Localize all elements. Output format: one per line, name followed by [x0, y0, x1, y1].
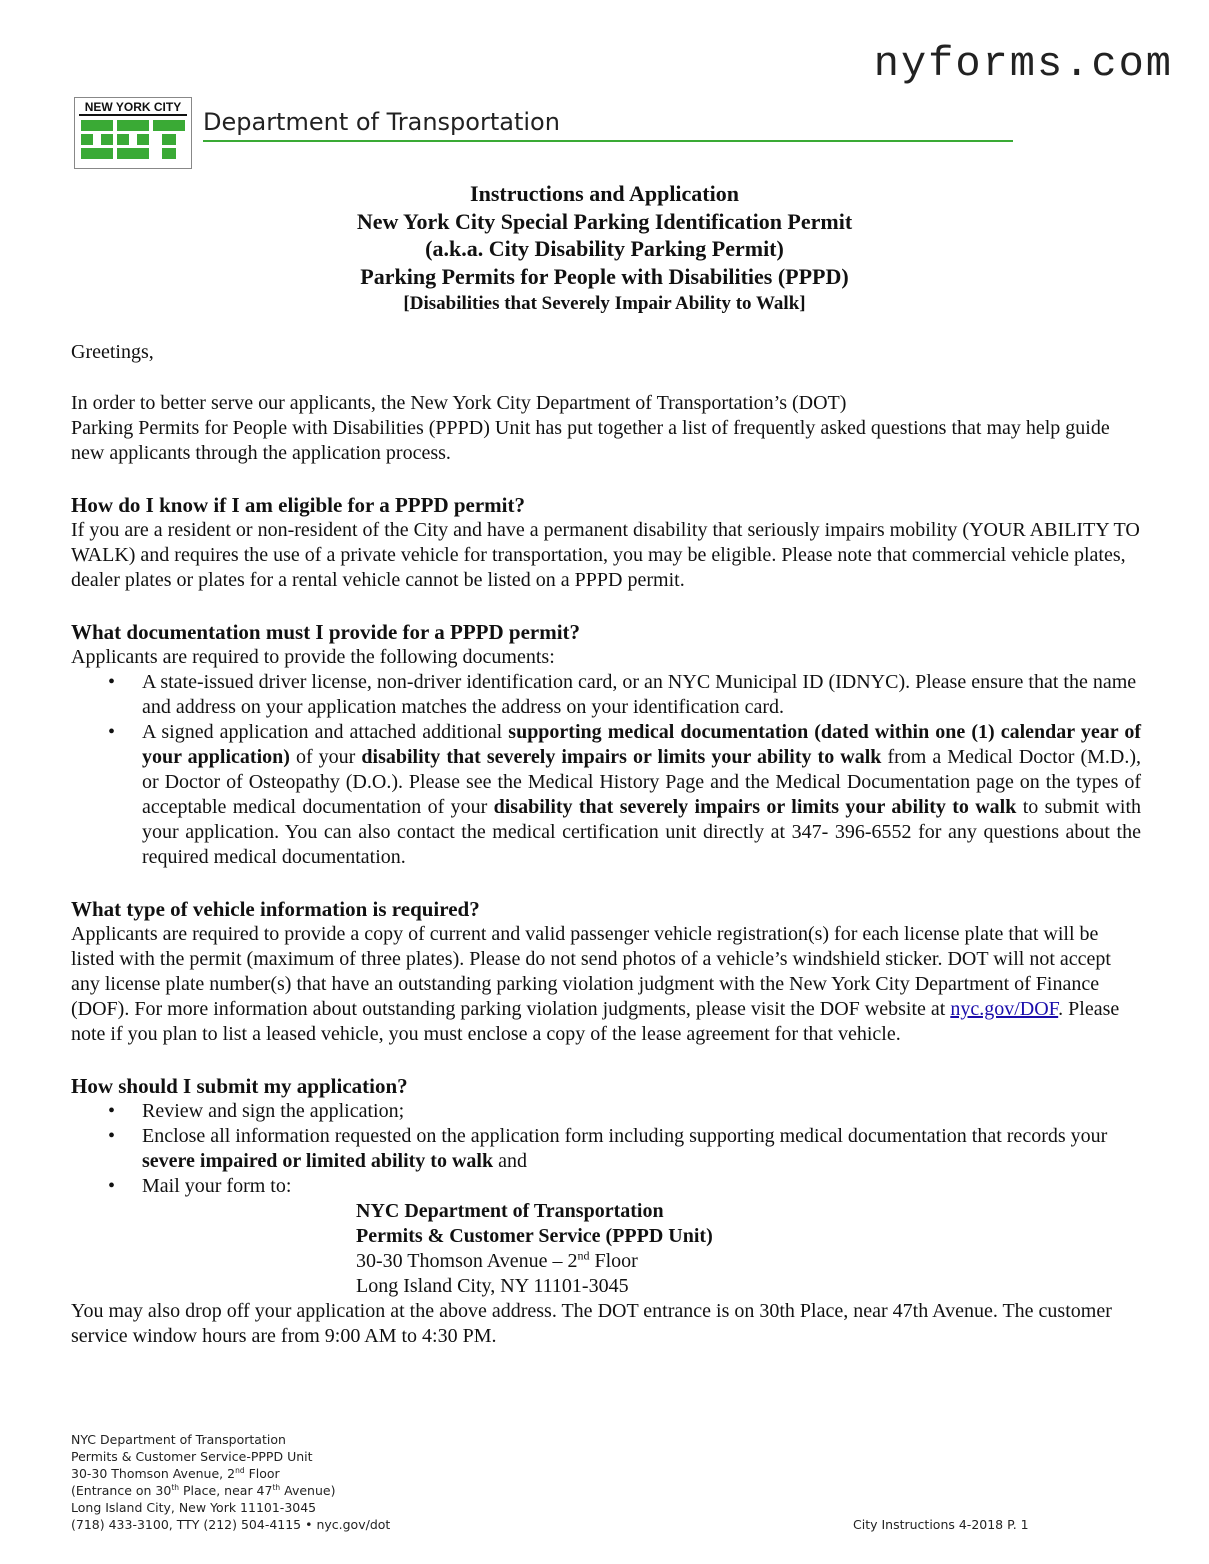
watermark: nyforms.com — [873, 40, 1173, 88]
document-body — [71, 340, 1141, 1349]
documentation-list — [71, 670, 1141, 870]
title-line-2: New York City Special Parking Identification Permit — [356, 208, 853, 234]
list-item: • Enclose all information requested on the application form including supporting medical documentation that records your severe impaired or limited ability to walk and — [142, 1124, 1141, 1174]
dot-logo-icon — [79, 118, 187, 162]
submit-heading: How should I submit my application? — [71, 1074, 408, 1098]
footer-address: NYC Department of Transportation Permits & Customer Service-PPPD Unit 30-30 Thomson Avenue, 2nd Floor (Entrance on 30th Place, near 47th Avenue) Long Island City, New York 11101-3045 (718) 433-3100, TTY (212) 504-4115 • nyc.gov/dot — [71, 1432, 391, 1532]
submit-list — [71, 1099, 1141, 1199]
greeting: Greetings, — [71, 341, 154, 363]
header-rule — [203, 140, 1013, 142]
dropoff-info: You may also drop off your application at the above address. The DOT entrance is on 30th Place, near 47th Avenue. The customer service window hours are from 9:00 AM to 4:30 PM. — [71, 1300, 1112, 1347]
mailing-address: NYC Department of Transportation Permits & Customer Service (PPPD Unit) 30-30 Thomson Avenue – 2nd Floor Long Island City, NY 11101-3045 — [356, 1200, 713, 1297]
documentation-heading: What documentation must I provide for a PPPD permit? — [71, 620, 581, 644]
dof-link[interactable]: nyc.gov/DOF — [950, 998, 1059, 1020]
list-item: • A signed application and attached additional supporting medical documentation (dated within one (1) calendar year of your application) of your disability that severely impairs or limits your ability to walk from a Medical Doctor (M.D.), or Doctor of Osteopathy (D.O.). Please see the Medical History Page and the Medical Documentation page on the types of acceptable medical documentation of your disability that severely impairs or limits your ability to walk to submit with your application. You can also contact the medical certification unit directly at 347- 396-6552 for any questions about the required medical documentation. — [142, 720, 1141, 870]
logo-text: NEW YORK CITY — [79, 100, 187, 116]
eligibility-body: If you are a resident or non-resident of the City and have a permanent disability that seriously impairs mobility (YOUR ABILITY TO WALK) and requires the use of a private vehicle for transportation, you may be eligible. Please note that commercial vehicle plates, dealer plates or plates for a rental vehicle cannot be listed on a PPPD permit. — [71, 519, 1140, 591]
department-name: Department of Transportation — [203, 108, 560, 136]
nyc-dot-logo — [74, 97, 192, 169]
title-line-3: (a.k.a. City Disability Parking Permit) — [425, 236, 784, 261]
title-line-4: Parking Permits for People with Disabilities (PPPD) — [360, 263, 849, 289]
list-item: • Review and sign the application; — [142, 1099, 1141, 1124]
title-line-5: [Disabilities that Severely Impair Ability to Walk] — [403, 293, 806, 314]
intro-line-2: Parking Permits for People with Disabilities (PPPD) Unit has put together a list of frequently asked questions that may help guide new applicants through the application process. — [71, 417, 1110, 464]
documentation-intro: Applicants are required to provide the following documents: — [71, 646, 555, 668]
document-title — [0, 180, 1209, 318]
vehicle-heading: What type of vehicle information is required? — [71, 897, 480, 921]
list-item: • Mail your form to: — [142, 1174, 1141, 1199]
eligibility-heading: How do I know if I am eligible for a PPPD permit? — [71, 493, 526, 517]
page-label: City Instructions 4-2018 P. 1 — [853, 1517, 1029, 1532]
list-item: • A state-issued driver license, non-driver identification card, or an NYC Municipal ID (IDNYC). Please ensure that the name and address on your application matches the address on your identification card. — [142, 670, 1141, 720]
intro-line-1: In order to better serve our applicants, the New York City Department of Transportation’s (DOT) — [71, 392, 847, 414]
vehicle-body: Applicants are required to provide a copy of current and valid passenger vehicle registration(s) for each license plate that will be listed with the permit (maximum of three plates). Please do not send photos of a vehicle’s windshield sticker. DOT will not accept any license plate number(s) that have an outstanding parking violation judgment with the New York City Department of Finance (DOF). For more information about outstanding parking violation judgments, please visit the DOF website at nyc.gov/DOF. Please note if you plan to list a leased vehicle, you must enclose a copy of the lease agreement for that vehicle. — [71, 923, 1120, 1045]
title-line-1: Instructions and Application — [470, 181, 739, 206]
